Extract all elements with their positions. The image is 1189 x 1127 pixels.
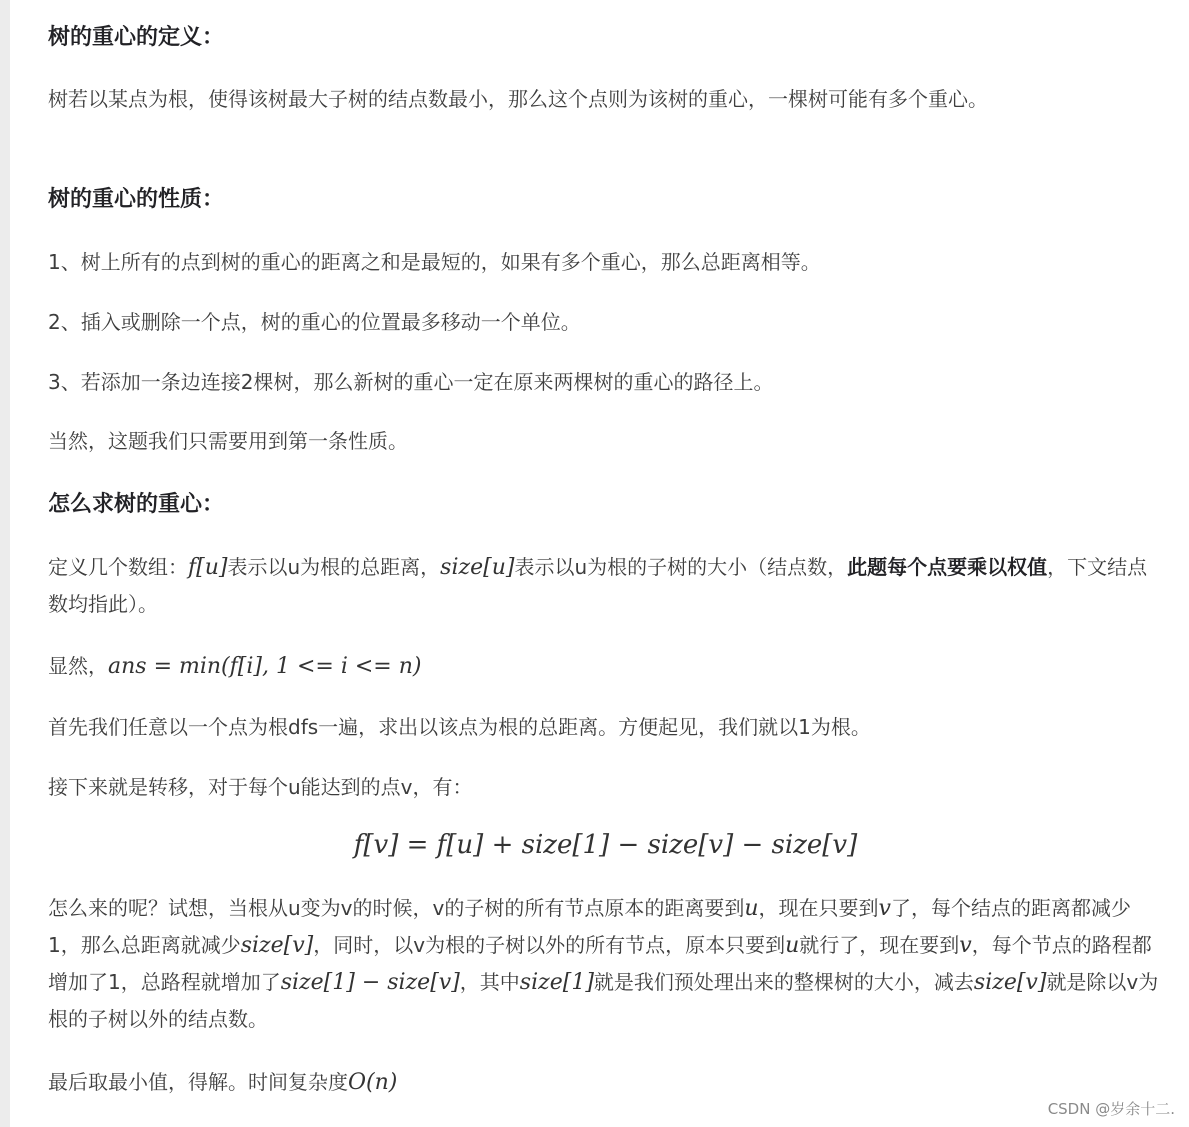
- math-size-1: size[1]: [519, 970, 594, 995]
- math-u: u: [785, 933, 800, 958]
- text-segment: ，下文结点数均指此）。: [48, 555, 1148, 616]
- text-segment: ，每个节点的路程都增加了1，总路程就增加了: [48, 933, 1152, 994]
- property-item-3: 3、若添加一条边连接2棵树，那么新树的重心一定在原来两棵树的重心的路径上。: [48, 370, 774, 394]
- text-segment: 显然，: [48, 654, 108, 678]
- text-segment: 就行了，现在要到: [799, 933, 960, 957]
- text-segment: 就是我们预处理出来的整棵树的大小，减去: [593, 970, 974, 994]
- math-complexity: O(n): [348, 1070, 398, 1095]
- text-segment: 就是除以v为根的子树以外的结点数。: [48, 970, 1159, 1031]
- heading-definition: 树的重心的定义：: [48, 25, 225, 50]
- text-segment: 表示以u为根的子树的大小（结点数，: [514, 555, 848, 579]
- math-size-u: size[u]: [440, 555, 515, 580]
- math-u: u: [744, 896, 759, 921]
- bold-emphasis: 此题每个点要乘以权值: [847, 555, 1048, 579]
- math-size-diff: size[1] − size[v]: [280, 970, 460, 995]
- text-segment: 定义几个数组：: [48, 555, 188, 579]
- note-paragraph: 当然，这题我们只需要用到第一条性质。: [48, 429, 408, 453]
- math-f-u: f[u]: [188, 555, 228, 580]
- text-segment: 表示以u为根的总距离，: [227, 555, 441, 579]
- definition-paragraph: 树若以某点为根，使得该树最大子树的结点数最小，那么这个点则为该树的重心，一棵树可能有多个重心。: [48, 87, 988, 111]
- explanation-paragraph: [48, 890, 1160, 1037]
- first-dfs-paragraph: 首先我们任意以一个点为根dfs一遍，求出以该点为根的总距离。方便起见，我们就以1为根。: [48, 715, 871, 739]
- transfer-formula: f[v] = f[u] + size[1] − size[v] − size[v]: [353, 830, 858, 860]
- obviously-paragraph: [48, 648, 421, 685]
- text-segment: ，现在只要到: [758, 896, 879, 920]
- final-paragraph: [48, 1064, 397, 1101]
- math-v: v: [959, 933, 972, 958]
- math-ans-formula: ans = min(f[i], 1 <= i <= n): [108, 654, 422, 679]
- heading-how-to-find: 怎么求树的重心：: [48, 492, 225, 517]
- define-arrays-paragraph: [48, 549, 1156, 622]
- csdn-watermark: CSDN @岁余十二.: [1047, 1100, 1175, 1118]
- text-segment: 怎么来的呢？试想，当根从u变为v的时候，v的子树的所有节点原本的距离要到: [48, 896, 745, 920]
- math-size-v: size[v]: [240, 933, 314, 958]
- text-segment: ，同时，以v为根的子树以外的所有节点，原本只要到: [313, 933, 786, 957]
- math-size-v: size[v]: [973, 970, 1047, 995]
- property-item-1: 1、树上所有的点到树的重心的距离之和是最短的，如果有多个重心，那么总距离相等。: [48, 250, 821, 274]
- math-v: v: [878, 896, 891, 921]
- property-item-2: 2、插入或删除一个点，树的重心的位置最多移动一个单位。: [48, 310, 581, 334]
- page-left-gutter: [0, 0, 10, 1127]
- text-segment: ，其中: [459, 970, 520, 994]
- text-segment: 了，每个结点的距离都减少1，那么总距离就减少: [48, 896, 1131, 957]
- text-segment: 最后取最小值，得解。时间复杂度: [48, 1070, 348, 1094]
- transfer-intro-paragraph: 接下来就是转移，对于每个u能达到的点v，有：: [48, 775, 473, 799]
- heading-properties: 树的重心的性质：: [48, 187, 225, 212]
